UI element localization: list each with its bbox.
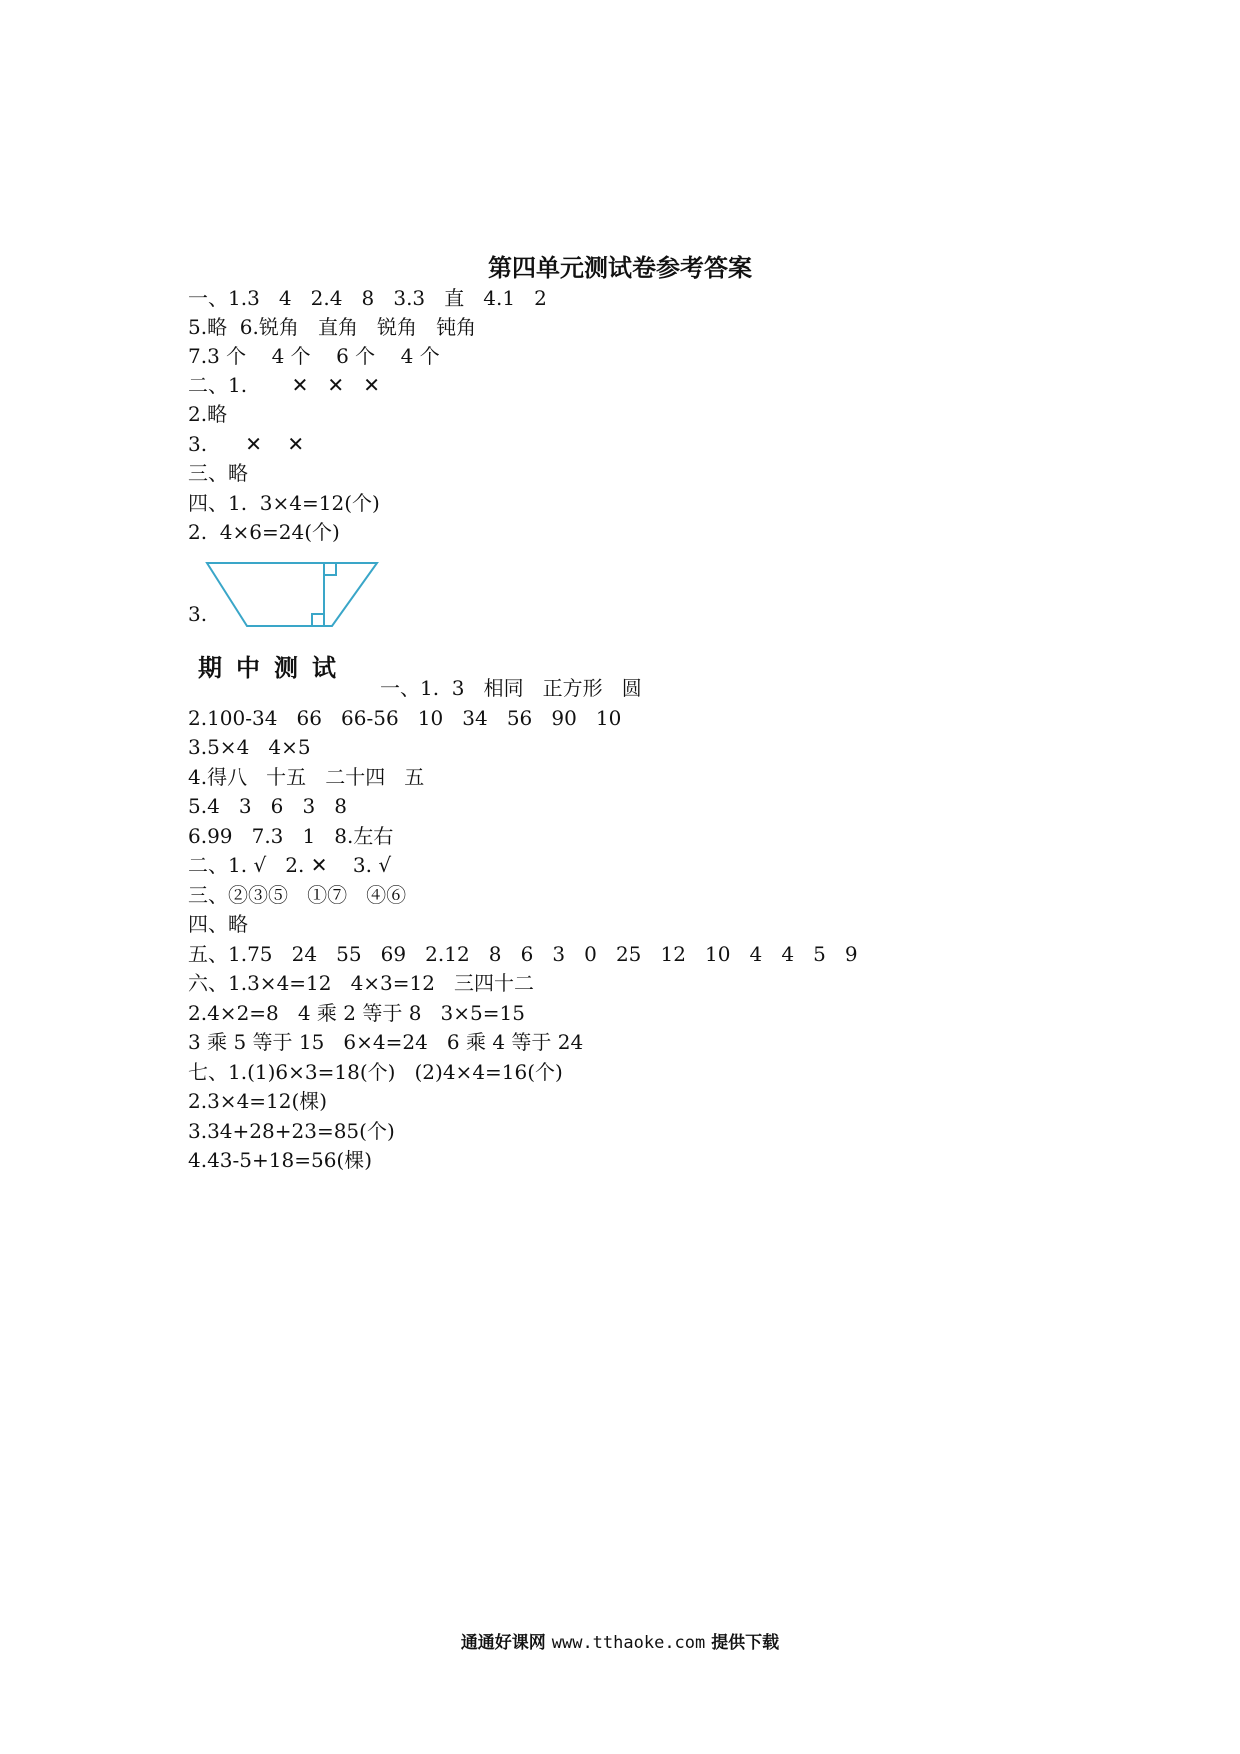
answer-line: 3 乘 5 等于 15 6×4=24 6 乘 4 等于 24 (188, 1030, 584, 1054)
answer-line: 四、略 (188, 912, 248, 936)
answer-line: 2.4×2=8 4 乘 2 等于 8 3×5=15 (188, 1001, 525, 1025)
answer-line: 7.3 个 4 个 6 个 4 个 (188, 344, 440, 368)
section-heading-midterm: 期中测试 (198, 654, 350, 682)
answer-line: 一、1.3 4 2.4 8 3.3 直 4.1 2 (188, 286, 547, 310)
answer-line: 3.34+28+23=85(个) (188, 1119, 395, 1143)
document-title: 第四单元测试卷参考答案 (488, 254, 752, 282)
answer-line: 二、1. ✕ ✕ ✕ (188, 373, 381, 397)
answer-line: 2.3×4=12(棵) (188, 1089, 328, 1113)
answer-line: 3. ✕ ✕ (188, 432, 305, 456)
trapezoid-diagram (205, 560, 380, 630)
answer-line: 5.略 6.锐角 直角 锐角 钝角 (188, 315, 477, 339)
answer-line: 3. (188, 602, 208, 626)
answer-line: 2.100-34 66 66-56 10 34 56 90 10 (188, 706, 622, 730)
footer-suffix: 提供下载 (711, 1633, 780, 1653)
page-footer (0, 1628, 1240, 1653)
answer-line: 4.得八 十五 二十四 五 (188, 765, 425, 789)
answer-line: 五、1.75 24 55 69 2.12 8 6 3 0 25 12 10 4 4 5 9 (188, 942, 858, 966)
answer-line: 2.略 (188, 402, 228, 426)
answer-line: 一、1. 3 相同 正方形 圆 (380, 676, 642, 700)
answer-line: 六、1.3×4=12 4×3=12 三四十二 (188, 971, 535, 995)
answer-line: 三、略 (188, 461, 248, 485)
answer-line: 5.4 3 6 3 8 (188, 794, 347, 818)
answer-line: 三、②③⑤ ①⑦ ④⑥ (188, 883, 407, 907)
answer-line: 七、1.(1)6×3=18(个) (2)4×4=16(个) (188, 1060, 563, 1084)
answer-line: 2. 4×6=24(个) (188, 520, 340, 544)
answer-line: 四、1. 3×4=12(个) (188, 491, 380, 515)
footer-site-name: 通通好课网 (460, 1633, 546, 1653)
footer-url[interactable]: www.tthaoke.com (551, 1633, 706, 1653)
answer-line: 3.5×4 4×5 (188, 735, 311, 759)
answer-line: 4.43-5+18=56(棵) (188, 1148, 373, 1172)
answer-line: 二、1. √ 2. ✕ 3. √ (188, 853, 392, 877)
answer-line: 6.99 7.3 1 8.左右 (188, 824, 394, 848)
